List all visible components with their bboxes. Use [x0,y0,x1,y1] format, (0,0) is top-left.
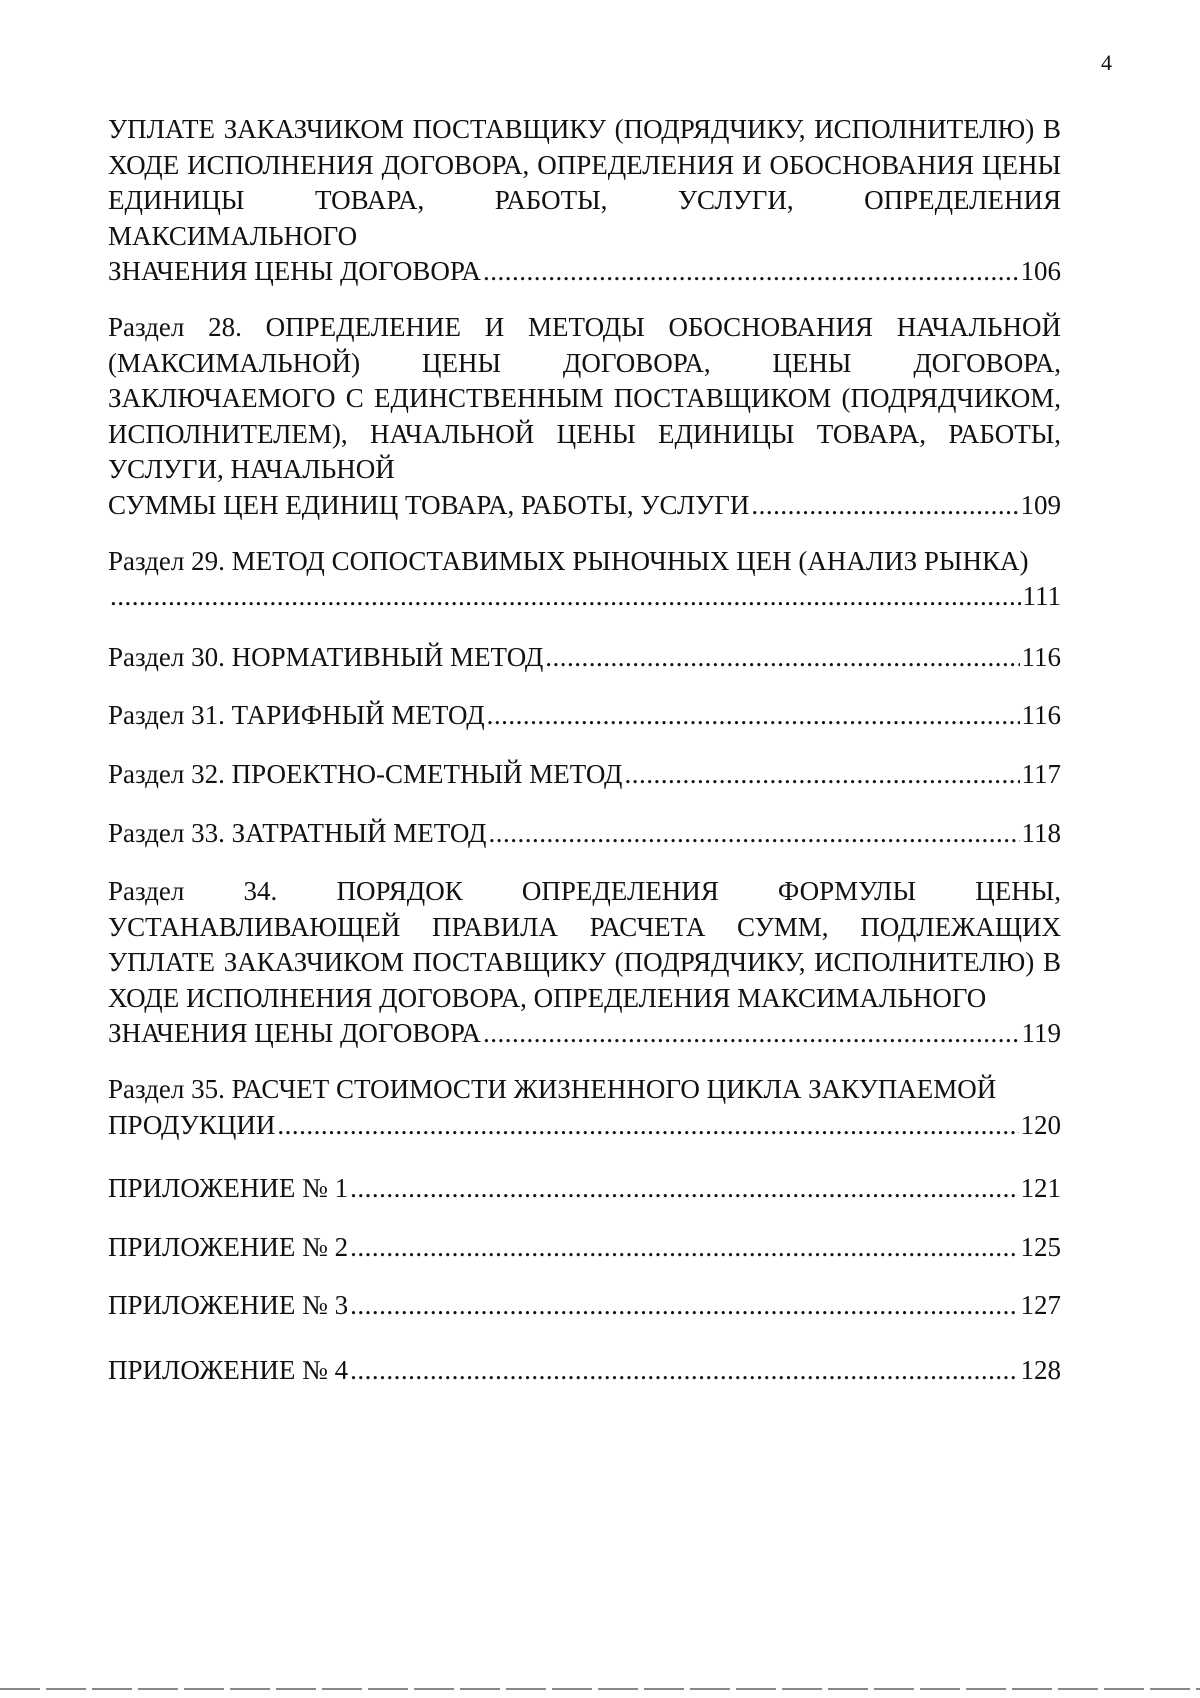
dot-leader [487,698,1020,734]
toc-entry-tail: ЗНАЧЕНИЯ ЦЕНЫ ДОГОВОРА [108,1018,481,1049]
toc-page-number: 118 [1021,817,1061,848]
toc-entry[interactable] [108,757,1061,793]
toc-entry-text: УПЛАТЕ ЗАКАЗЧИКОМ ПОСТАВЩИКУ (ПОДРЯДЧИКУ, ИСПОЛНИТЕЛЮ) В ХОДЕ ИСПОЛНЕНИЯ ДОГОВОРА, ОПРЕДЕЛЕНИЯ И ОБОСНОВАНИЯ ЦЕНЫ ЕДИНИЦЫ ТОВАРА, РАБОТЫ, УСЛУГИ, ОПРЕДЕЛЕНИЯ МАКСИМАЛЬНОГО [108,114,1061,251]
toc-entry-text: Раздел 35. РАСЧЕТ СТОИМОСТИ ЖИЗНЕННОГО ЦИКЛА ЗАКУПАЕМОЙ [108,1074,997,1105]
scan-edge-line [0,1688,1200,1690]
toc-entry[interactable] [108,310,1061,524]
toc-page-number: 116 [1021,700,1061,731]
toc-entry-last-line [108,1230,1061,1266]
toc-entry-tail: Раздел 32. ПРОЕКТНО-СМЕТНЫЙ МЕТОД [108,758,623,789]
toc-entry-tail: Раздел 33. ЗАТРАТНЫЙ МЕТОД [108,817,487,848]
toc-entry[interactable] [108,1353,1061,1389]
toc-entry-last-line [108,698,1061,734]
toc-entry-tail: ПРОДУКЦИИ [108,1109,276,1140]
toc-entry[interactable] [108,816,1061,852]
toc-page-number: 106 [1020,256,1061,287]
toc-entry[interactable] [108,874,1061,1052]
page-number: 4 [1101,50,1112,75]
toc-entry-tail: Раздел 31. ТАРИФНЫЙ МЕТОД [108,700,485,731]
toc-entry-tail: ЗНАЧЕНИЯ ЦЕНЫ ДОГОВОРА [108,256,481,287]
toc-entry[interactable] [108,698,1061,734]
dot-leader [350,1171,1018,1207]
dot-leader [624,757,1019,793]
table-of-contents [108,112,1061,1389]
toc-entry-last-line [108,757,1061,793]
dot-leader [488,816,1019,852]
toc-entry-tail: ПРИЛОЖЕНИЕ № 2 [108,1231,349,1262]
toc-entry[interactable] [108,640,1061,676]
toc-entry[interactable] [108,1288,1061,1324]
dot-leader [751,488,1018,524]
toc-page-number: 121 [1020,1173,1061,1204]
toc-page-number: 119 [1021,1018,1061,1049]
toc-entry-last-line [108,1288,1061,1324]
toc-entry-tail: ПРИЛОЖЕНИЕ № 3 [108,1290,349,1321]
toc-entry-tail: ПРИЛОЖЕНИЕ № 1 [108,1173,349,1204]
toc-entry[interactable] [108,1230,1061,1266]
toc-entry-tail: СУММЫ ЦЕН ЕДИНИЦ ТОВАРА, РАБОТЫ, УСЛУГИ [108,489,750,520]
toc-page-number: 116 [1021,641,1061,672]
toc-page-number: 117 [1021,758,1061,789]
dot-leader [350,1230,1018,1266]
toc-page-number: 120 [1020,1109,1061,1140]
dot-leader [277,1108,1018,1144]
toc-page-number: 111 [1022,581,1061,612]
toc-entry-tail: Раздел 30. НОРМАТИВНЫЙ МЕТОД [108,641,544,672]
dot-leader [110,579,1021,615]
toc-entry-text: Раздел 34. ПОРЯДОК ОПРЕДЕЛЕНИЯ ФОРМУЛЫ ЦЕНЫ, УСТАНАВЛИВАЮЩЕЙ ПРАВИЛА РАСЧЕТА СУММ, ПОДЛЕЖАЩИХ УПЛАТЕ ЗАКАЗЧИКОМ ПОСТАВЩИКУ (ПОДРЯДЧИКУ, ИСПОЛНИТЕЛЮ) В ХОДЕ ИСПОЛНЕНИЯ ДОГОВОРА, ОПРЕДЕЛЕНИЯ МАКСИМАЛЬНОГО [108,876,1061,1013]
toc-entry[interactable] [108,1171,1061,1207]
toc-entry-text: Раздел 29. МЕТОД СОПОСТАВИМЫХ РЫНОЧНЫХ ЦЕН (АНАЛИЗ РЫНКА) [108,545,1029,576]
dot-leader [545,640,1019,676]
toc-entry-text: Раздел 28. ОПРЕДЕЛЕНИЕ И МЕТОДЫ ОБОСНОВАНИЯ НАЧАЛЬНОЙ (МАКСИМАЛЬНОЙ) ЦЕНЫ ДОГОВОРА, ЦЕНЫ ДОГОВОРА, ЗАКЛЮЧАЕМОГО С ЕДИНСТВЕННЫМ ПОСТАВЩИКОМ (ПОДРЯДЧИКОМ, ИСПОЛНИТЕЛЕМ), НАЧАЛЬНОЙ ЦЕНЫ ЕДИНИЦЫ ТОВАРА, РАБОТЫ, УСЛУГИ, НАЧАЛЬНОЙ [108,311,1061,485]
toc-entry-last-line [108,488,1061,524]
toc-entry-tail: ПРИЛОЖЕНИЕ № 4 [108,1355,349,1386]
toc-entry-last-line [108,1171,1061,1207]
toc-page-number: 128 [1020,1355,1061,1386]
toc-entry-last-line [108,640,1061,676]
toc-entry-last-line [108,579,1061,615]
toc-entry[interactable] [108,544,1061,615]
toc-page-number: 125 [1020,1231,1061,1262]
toc-page-number: 109 [1020,489,1061,520]
toc-entry[interactable] [108,1072,1061,1143]
dot-leader [483,254,1019,290]
toc-page-number: 127 [1020,1290,1061,1321]
toc-entry-last-line [108,1353,1061,1389]
toc-entry-last-line [108,1108,1061,1144]
toc-entry-last-line [108,1016,1061,1052]
dot-leader [483,1016,1020,1052]
toc-entry-last-line [108,816,1061,852]
toc-entry[interactable] [108,112,1061,290]
toc-entry-last-line [108,254,1061,290]
dot-leader [350,1288,1018,1324]
dot-leader [350,1353,1018,1389]
